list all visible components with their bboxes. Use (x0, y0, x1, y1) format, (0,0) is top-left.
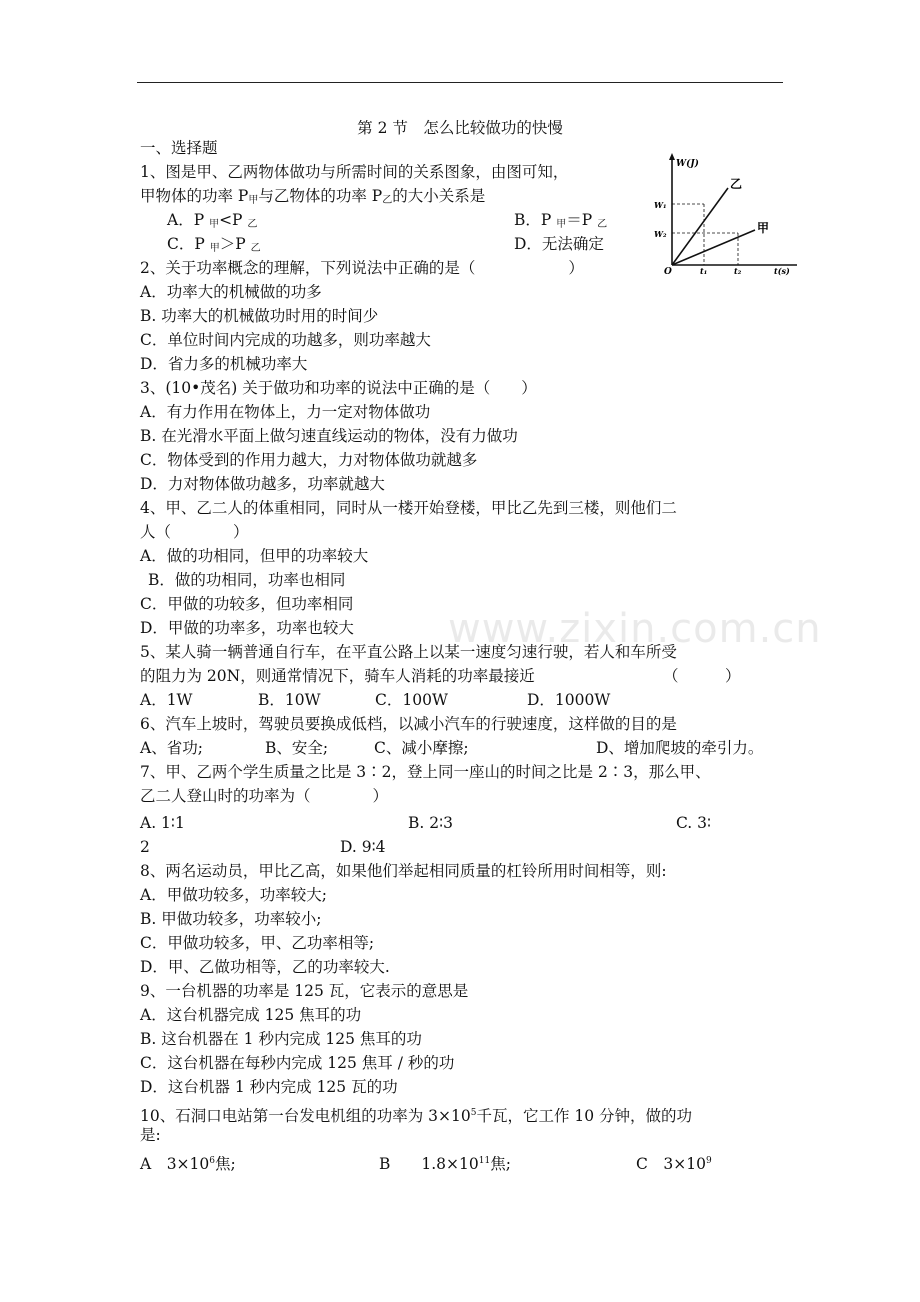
q9-option-c: C．这台机器在每秒内完成 125 焦耳 / 秒的功 (140, 1054, 455, 1072)
q7-stem-line2: 乙二人登山时的功率为（ ） (140, 787, 389, 805)
q7-option-c-part2: 2 (140, 838, 150, 856)
q10-option-a-post: 焦; (215, 1155, 236, 1173)
x-axis-label: t(s) (774, 266, 790, 276)
y-axis-label: W(J) (676, 159, 699, 169)
subscript-yi: 乙 (382, 195, 393, 206)
line-jia-label: 甲 (757, 221, 770, 235)
q7-option-a: A. 1∶1 (140, 814, 185, 832)
q3-option-b: B. 在光滑水平面上做匀速直线运动的物体，没有力做功 (140, 427, 518, 445)
q1-option-a-pre: A．P (167, 211, 205, 229)
q6-stem: 6、汽车上坡时，驾驶员要换成低档，以减小汽车的行驶速度，这样做的目的是 (140, 715, 677, 733)
q4-option-c: C．甲做的功较多，但功率相同 (140, 595, 354, 613)
q6-option-b: B、安全; (265, 739, 329, 757)
q4-stem-line1: 4、甲、乙二人的体重相同，同时从一楼开始登楼，甲比乙先到三楼，则他们二 (140, 499, 677, 517)
q1-stem-part-a: 甲物体的功率 P (140, 187, 249, 205)
q8-option-d: D．甲、乙做功相等，乙的功率较大. (140, 958, 390, 976)
q10-option-a (140, 1150, 236, 1175)
q1-option-d: D．无法确定 (514, 235, 604, 253)
q9-option-b: B. 这台机器在 1 秒内完成 125 焦耳的功 (140, 1030, 422, 1048)
q7-option-d: D. 9∶4 (340, 838, 386, 856)
q10-option-c (636, 1150, 712, 1175)
q8-option-b: B. 甲做功较多，功率较小; (140, 910, 322, 928)
q5-answer-paren: （ ） (663, 667, 741, 685)
section-heading: 一、选择题 (140, 139, 218, 157)
q8-option-a: A．甲做功较多，功率较大; (140, 886, 327, 904)
q2-stem: 2、关于功率概念的理解，下列说法中正确的是（ ） (140, 259, 584, 277)
subscript-yi: 乙 (597, 219, 608, 230)
watermark: www.zixin.com.cn (448, 606, 822, 652)
q10-stem-part-b: 千瓦，它工作 10 分钟，做的功 (476, 1107, 693, 1125)
q4-option-a: A．做的功相同，但甲的功率较大 (140, 547, 369, 565)
q5-option-a: A．1W (140, 691, 193, 709)
q2-option-c: C．单位时间内完成的功越多，则功率越大 (140, 331, 431, 349)
q6-option-c: C、减小摩擦; (374, 739, 469, 757)
q1-option-c (167, 233, 261, 260)
t2-label: t₂ (734, 266, 742, 276)
y-axis-arrow (669, 153, 675, 160)
q3-option-c: C．物体受到的作用力越大，力对物体做功就越多 (140, 451, 478, 469)
q3-option-a: A．有力作用在物体上，力一定对物体做功 (140, 403, 431, 421)
q4-option-d: D．甲做的功率多，功率也较大 (140, 619, 354, 637)
subscript-jia: 甲 (209, 219, 220, 230)
q1-stem-part-b: 与乙物体的功率 P (258, 187, 383, 205)
q10-option-a-exp: 6 (209, 1156, 216, 1166)
q1-option-b-pre: B．P (514, 211, 552, 229)
q6-option-a: A、省功; (140, 739, 203, 757)
q3-option-d: D．力对物体做功越多，功率就越大 (140, 475, 385, 493)
q2-option-b: B. 功率大的机械做功时用的时间少 (140, 307, 379, 325)
q5-option-d: D．1000W (527, 691, 611, 709)
q10-option-c-exp: 9 (705, 1156, 712, 1166)
q9-stem: 9、一台机器的功率是 125 瓦，它表示的意思是 (140, 982, 469, 1000)
q2-option-a: A．功率大的机械做的功多 (140, 283, 322, 301)
header-rule (137, 82, 783, 83)
q1-option-a-mid: <P (219, 211, 243, 229)
q1-option-b (514, 209, 607, 236)
q10-option-b-pre: B 1.8×10 (379, 1155, 479, 1173)
q5-stem-line1: 5、某人骑一辆普通自行车，在平直公路上以某一速度匀速行驶，若人和车所受 (140, 643, 677, 661)
w1-label: W₁ (654, 200, 667, 210)
q1-option-c-mid: ＞P (219, 235, 246, 253)
q3-stem: 3、(10•茂名) 关于做功和功率的说法中正确的是（ ） (140, 379, 537, 397)
q5-option-b: B．10W (258, 691, 321, 709)
q10-option-b-post: 焦; (490, 1155, 511, 1173)
q10-option-b (379, 1150, 511, 1175)
q5-option-c: C．100W (375, 691, 448, 709)
q8-stem: 8、两名运动员，甲比乙高，如果他们举起相同质量的杠铃所用时间相等，则: (140, 862, 667, 880)
q10-exponent: 5 (470, 1108, 477, 1118)
q4-stem-line2: 人（ ） (140, 523, 249, 541)
page-title: 第 2 节 怎么比较做功的快慢 (357, 119, 563, 137)
line-yi-label: 乙 (730, 177, 743, 191)
q1-option-a (167, 209, 257, 236)
q4-option-b: B．做的功相同，功率也相同 (148, 571, 346, 589)
subscript-yi: 乙 (250, 243, 261, 254)
q9-option-a: A．这台机器完成 125 焦耳的功 (140, 1006, 362, 1024)
q6-option-d: D、增加爬坡的牵引力。 (596, 739, 764, 757)
q10-option-b-exp: 11 (478, 1156, 491, 1166)
subscript-yi: 乙 (247, 219, 258, 230)
q10-stem-part-a: 10、石洞口电站第一台发电机组的功率为 3×10 (140, 1107, 471, 1125)
q9-option-d: D．这台机器 1 秒内完成 125 瓦的功 (140, 1078, 398, 1096)
origin-label: O (664, 267, 672, 277)
q8-option-c: C．甲做功较多，甲、乙功率相等; (140, 934, 375, 952)
q7-stem-line1: 7、甲、乙两个学生质量之比是 3∶2，登上同一座山的时间之比是 2∶3，那么甲、 (140, 763, 711, 781)
q10-stem-line1 (140, 1102, 692, 1127)
t1-label: t₁ (700, 266, 708, 276)
q7-option-b: B. 2∶3 (408, 814, 454, 832)
q7-option-c-part1: C. 3∶ (676, 814, 712, 832)
q1-option-c-pre: C．P (167, 235, 205, 253)
work-time-graph (652, 150, 802, 280)
subscript-jia: 甲 (209, 243, 220, 254)
q1-stem-line2 (140, 185, 485, 212)
q1-stem-line1: 1、图是甲、乙两物体做功与所需时间的关系图象，由图可知， (140, 163, 569, 181)
q1-option-b-mid: ＝P (566, 211, 593, 229)
q2-option-d: D．省力多的机械功率大 (140, 355, 308, 373)
q5-stem-line2: 的阻力为 20N，则通常情况下，骑车人消耗的功率最接近 (140, 667, 535, 685)
q1-stem-part-c: 的大小关系是 (392, 187, 486, 205)
w2-label: W₂ (654, 229, 667, 239)
q10-option-c-pre: C 3×10 (636, 1155, 706, 1173)
subscript-jia: 甲 (556, 219, 567, 230)
subscript-jia: 甲 (248, 195, 259, 206)
q10-option-a-pre: A 3×10 (140, 1155, 210, 1173)
q10-stem-line2: 是: (140, 1126, 161, 1144)
